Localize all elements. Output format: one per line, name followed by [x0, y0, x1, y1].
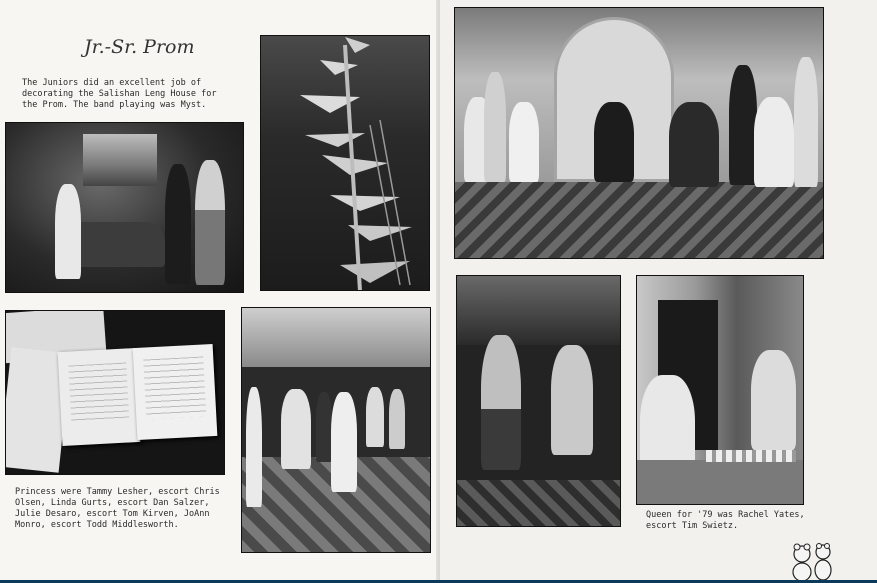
intro-caption: The Juniors did an excellent job of decorating the Salishan Leng House for the Prom. The band playing was Myst.	[22, 78, 217, 110]
tree-decoration-photo	[260, 35, 430, 291]
couple-dancing-photo	[456, 275, 621, 527]
prom-program-photo	[5, 310, 225, 475]
queen-caption: Queen for '79 was Rachel Yates, escort Tim Swietz.	[646, 510, 805, 531]
princess-caption: Princess were Tammy Lesher, escort Chris Olsen, Linda Gurts, escort Dan Salzer, Julie Desaro, escort Tom Kirven, JoAnn Monro, escort Todd Middlesworth.	[15, 487, 220, 530]
royal-court-photo	[454, 7, 824, 259]
right-page	[440, 0, 877, 583]
queen-photo	[636, 275, 804, 505]
page-title: Jr.-Sr. Prom	[84, 36, 195, 58]
band-photo	[5, 122, 244, 293]
bear-mascot-icon	[788, 540, 838, 582]
dance-floor-photo	[241, 307, 431, 553]
